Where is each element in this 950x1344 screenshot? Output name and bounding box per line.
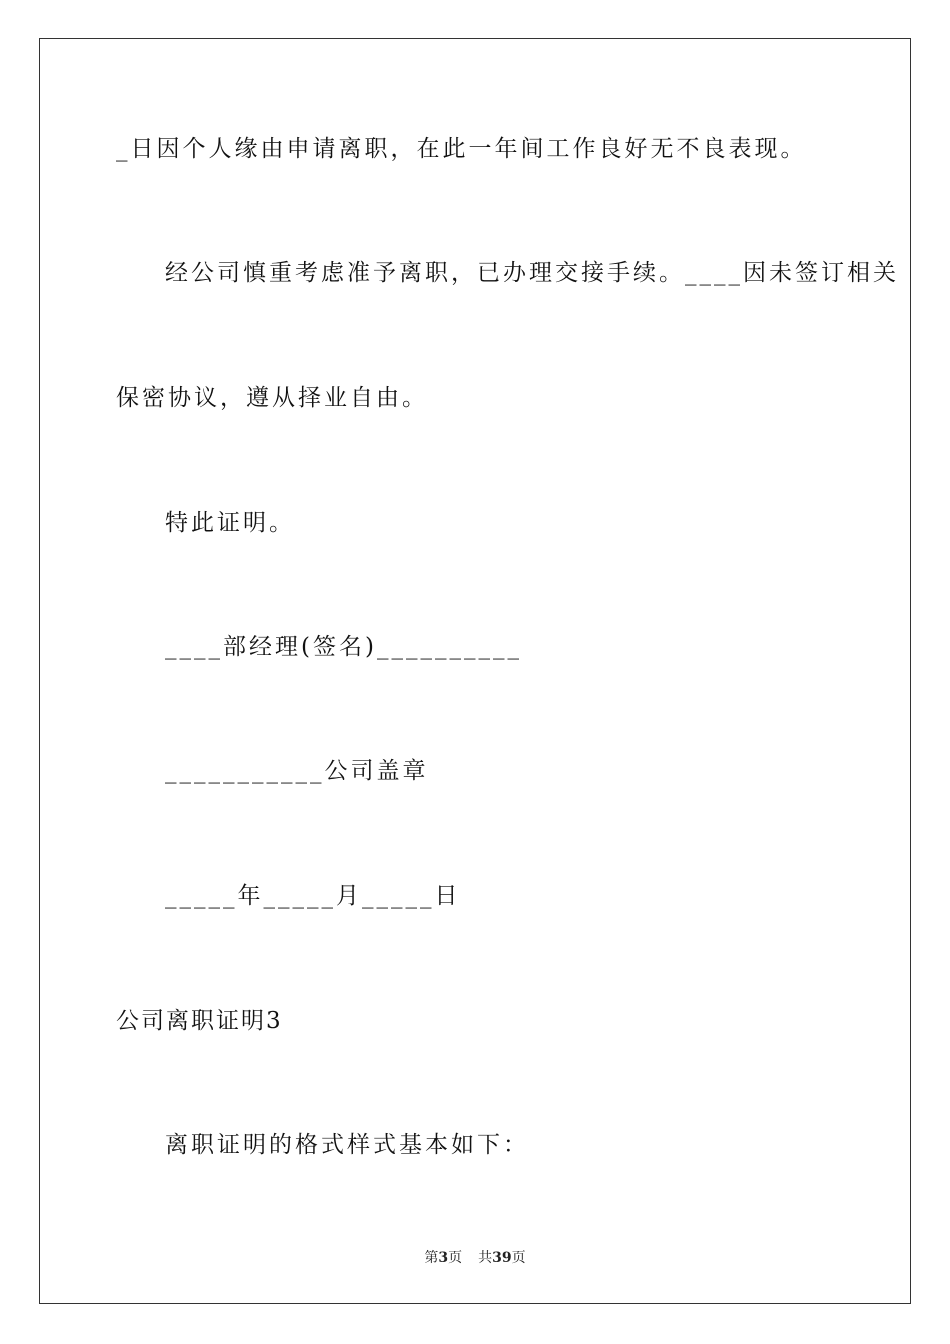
total-prefix: 共 — [478, 1250, 493, 1266]
body-line-resignation-reason: _日因个人缘由申请离职，在此一年间工作良好无不良表现。 — [116, 136, 807, 162]
body-line-confidentiality: 保密协议，遵从择业自由。 — [116, 385, 428, 411]
body-line-approval: 经公司慎重考虑准予离职，已办理交接手续。____因未签订相关 — [165, 260, 899, 286]
body-line-certification: 特此证明。 — [165, 510, 295, 536]
page-border — [39, 38, 911, 1304]
page-footer — [0, 1247, 950, 1267]
body-line-format-intro: 离职证明的格式样式基本如下： — [165, 1132, 529, 1158]
page-prefix: 第 — [424, 1250, 439, 1266]
date-line: _____年_____月_____日 — [165, 883, 461, 909]
section-heading: 公司离职证明3 — [116, 1008, 283, 1034]
company-seal-line: ___________公司盖章 — [165, 758, 429, 784]
page-suffix: 页 — [448, 1250, 463, 1266]
manager-signature-line: ____部经理(签名)__________ — [165, 634, 522, 660]
page-number: 3 — [438, 1250, 449, 1266]
total-suffix: 页 — [511, 1250, 526, 1266]
total-pages: 39 — [492, 1250, 512, 1266]
